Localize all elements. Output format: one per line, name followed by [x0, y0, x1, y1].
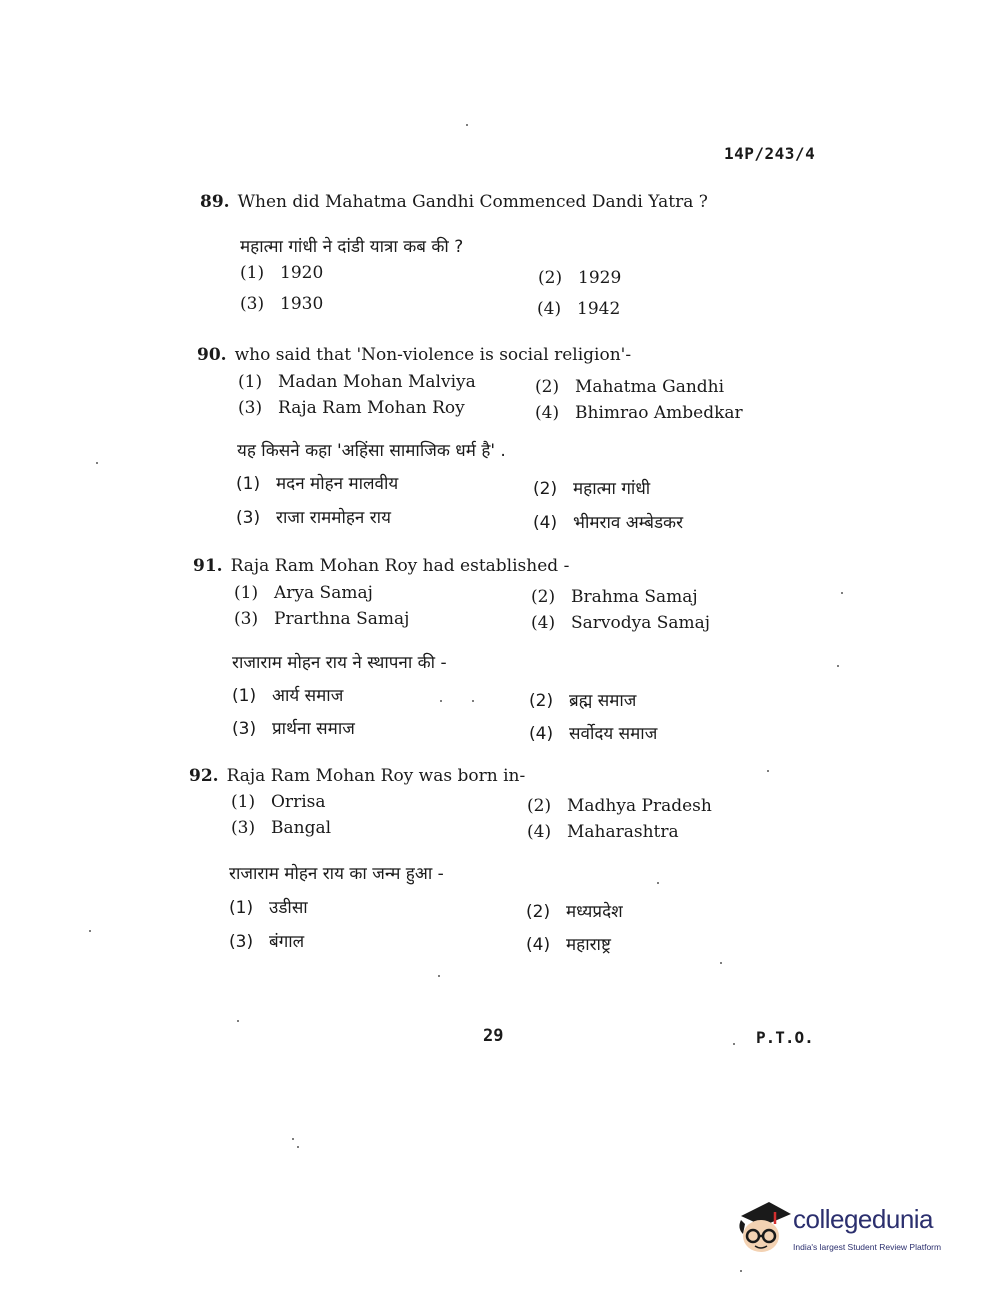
question-91-hindi: राजाराम मोहन राय ने स्थापना की - — [232, 653, 447, 673]
option-text: 1929 — [578, 268, 622, 288]
question-91-option-hi-4 — [529, 721, 657, 744]
scan-speck — [767, 770, 769, 772]
option-number: (1) — [232, 686, 257, 706]
option-number: (4) — [527, 822, 552, 842]
option-number: (1) — [231, 792, 256, 812]
scan-speck — [657, 882, 659, 884]
paper-code: 14P/243/4 — [724, 144, 816, 163]
option-text: बंगाल — [269, 932, 305, 952]
option-number: (4) — [535, 403, 560, 423]
question-92-option-hi-4 — [526, 932, 611, 955]
question-91-option-hi-1 — [232, 683, 343, 706]
question-91-option-hi-3 — [232, 716, 355, 739]
option-text: Madhya Pradesh — [567, 796, 712, 816]
question-number: 90. — [197, 345, 227, 365]
option-number: (4) — [533, 513, 558, 533]
option-text: सर्वोदय समाज — [569, 724, 658, 744]
option-number: (2) — [538, 268, 563, 288]
question-92-option-en-1 — [231, 792, 326, 812]
question-90-option-en-2 — [535, 377, 724, 397]
question-90-hindi: यह किसने कहा 'अहिंसा सामाजिक धर्म है' . — [237, 441, 506, 461]
option-text: Bangal — [271, 818, 332, 838]
option-number: (2) — [535, 377, 560, 397]
scan-speck — [733, 1043, 735, 1045]
option-number: (3) — [236, 508, 261, 528]
option-number: (4) — [537, 299, 562, 319]
scan-speck — [720, 962, 722, 964]
question-90-option-hi-1 — [236, 471, 398, 494]
question-90-option-en-3 — [238, 398, 465, 418]
option-text: 1920 — [280, 263, 324, 283]
option-number: (2) — [531, 587, 556, 607]
option-text: उडीसा — [269, 898, 308, 918]
question-90-text — [197, 345, 631, 365]
question-92-option-en-3 — [231, 818, 331, 838]
question-91-option-en-4 — [531, 613, 710, 633]
scan-speck — [438, 975, 440, 977]
page-number: 29 — [483, 1026, 504, 1046]
option-text: ब्रह्म समाज — [569, 691, 637, 711]
option-number: (2) — [529, 691, 554, 711]
option-text: Orrisa — [271, 792, 326, 812]
question-89-option-1 — [240, 263, 323, 283]
scan-speck — [237, 1020, 239, 1022]
question-english: When did Mahatma Gandhi Commenced Dandi Yatra ? — [237, 192, 708, 212]
question-90-option-hi-3 — [236, 505, 391, 528]
option-number: (3) — [234, 609, 259, 629]
question-english: who said that 'Non-violence is social religion'- — [234, 345, 632, 365]
logo-wordmark: collegedunia — [793, 1204, 934, 1234]
question-92-option-hi-3 — [229, 929, 304, 952]
scan-speck — [292, 1138, 294, 1140]
option-number: (3) — [231, 818, 256, 838]
question-92-hindi: राजाराम मोहन राय का जन्म हुआ - — [229, 864, 444, 884]
scan-speck — [89, 930, 91, 932]
scan-speck — [837, 665, 839, 667]
option-number: (1) — [240, 263, 265, 283]
collegedunia-logo[interactable] — [735, 1198, 961, 1258]
question-92-option-en-4 — [527, 822, 679, 842]
option-text: Sarvodya Samaj — [571, 613, 711, 633]
question-english: Raja Ram Mohan Roy was born in- — [226, 766, 526, 786]
question-89-option-4 — [537, 299, 620, 319]
option-number: (1) — [236, 474, 261, 494]
option-text: 1930 — [280, 294, 324, 314]
question-91-text — [193, 556, 569, 576]
option-text: प्रार्थना समाज — [272, 719, 355, 739]
option-number: (2) — [533, 479, 558, 499]
scan-speck — [472, 700, 474, 702]
option-number: (4) — [526, 935, 551, 955]
question-92-option-hi-1 — [229, 895, 308, 918]
scan-speck — [740, 1270, 742, 1272]
question-number: 91. — [193, 556, 223, 576]
question-number: 92. — [189, 766, 219, 786]
graduate-face-icon — [735, 1198, 791, 1256]
question-91-option-en-1 — [234, 583, 373, 603]
option-text: Bhimrao Ambedkar — [575, 403, 743, 423]
question-90-option-en-4 — [535, 403, 743, 423]
option-number: (1) — [238, 372, 263, 392]
question-91-option-en-2 — [531, 587, 698, 607]
question-89-text — [200, 192, 708, 212]
question-92-text — [189, 766, 525, 786]
question-91-option-en-3 — [234, 609, 409, 629]
option-text: मदन मोहन मालवीय — [276, 474, 399, 494]
scan-speck — [297, 1146, 299, 1148]
question-92-option-en-2 — [527, 796, 712, 816]
option-text: आर्य समाज — [272, 686, 344, 706]
option-text: Brahma Samaj — [571, 587, 698, 607]
scan-speck — [841, 592, 843, 594]
option-text: भीमराव अम्बेडकर — [573, 513, 684, 533]
option-text: 1942 — [577, 299, 621, 319]
option-number: (4) — [529, 724, 554, 744]
option-text: मध्यप्रदेश — [566, 902, 623, 922]
option-text: महात्मा गांधी — [573, 479, 651, 499]
scan-speck — [466, 124, 468, 126]
option-text: राजा राममोहन राय — [276, 508, 391, 528]
option-number: (3) — [240, 294, 265, 314]
question-89-hindi: महात्मा गांधी ने दांडी यात्रा कब की ? — [240, 237, 464, 257]
option-text: महाराष्ट्र — [566, 935, 611, 955]
option-text: Maharashtra — [567, 822, 679, 842]
question-89-option-2 — [538, 268, 621, 288]
option-number: (3) — [232, 719, 257, 739]
option-text: Arya Samaj — [274, 583, 373, 603]
question-number: 89. — [200, 192, 230, 212]
scan-speck — [96, 462, 98, 464]
question-89-option-3 — [240, 294, 323, 314]
option-number: (2) — [526, 902, 551, 922]
option-number: (2) — [527, 796, 552, 816]
question-90-option-hi-2 — [533, 476, 650, 499]
option-text: Raja Ram Mohan Roy — [278, 398, 465, 418]
option-number: (4) — [531, 613, 556, 633]
question-english: Raja Ram Mohan Roy had established - — [230, 556, 570, 576]
scan-speck — [440, 700, 442, 702]
option-number: (3) — [229, 932, 254, 952]
option-number: (3) — [238, 398, 263, 418]
option-number: (1) — [229, 898, 254, 918]
option-text: Prarthna Samaj — [274, 609, 410, 629]
question-92-option-hi-2 — [526, 899, 623, 922]
logo-tagline: India's largest Student Review Platform — [793, 1242, 942, 1252]
question-90-option-en-1 — [238, 372, 476, 392]
question-90-option-hi-4 — [533, 510, 683, 533]
option-text: Mahatma Gandhi — [575, 377, 725, 397]
option-text: Madan Mohan Malviya — [278, 372, 476, 392]
option-number: (1) — [234, 583, 259, 603]
please-turn-over: P.T.O. — [756, 1028, 814, 1047]
question-91-option-hi-2 — [529, 688, 636, 711]
